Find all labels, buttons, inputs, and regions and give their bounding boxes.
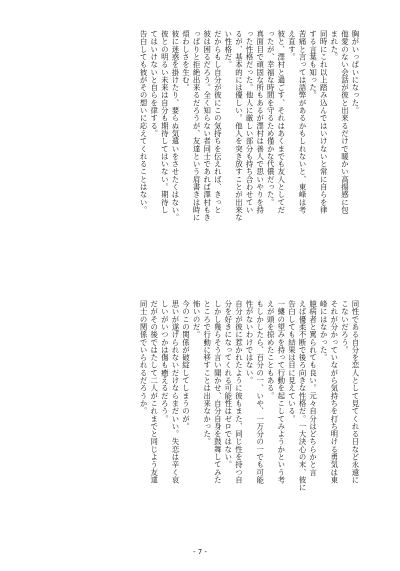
text-column: だからもし自分が彼にこの気持ちを伝えれば、きっと xyxy=(213,30,223,214)
text-column: 同士の関係でいられるだろうか。 xyxy=(139,300,149,415)
text-column: だがその後ではたして二人がこれまでと同じよう友達 xyxy=(149,300,159,484)
text-column: えが頭を掠めたこともある。 xyxy=(266,300,276,400)
text-column: 分を好きになってくれる可能性はゼロではない。 xyxy=(223,300,233,469)
text-column: 思いが遂げられないだけならまだいい。失恋は辛く哀 xyxy=(170,300,180,484)
text-column: する言葉も知った。 xyxy=(308,30,318,99)
text-column: 臆病者と罵られても良い。元々自分はどちらかと言 xyxy=(308,300,318,476)
text-column: 他愛のない会話が彼と出来るだけで暖かい高揚感に包 xyxy=(340,30,350,214)
text-column: しかし幾らそう言い聞かせ、自分自身を鼓舞してみた xyxy=(213,300,223,484)
text-column: もしかしたら、百分の一、いや、一万分の一でも可能 xyxy=(255,300,265,484)
text-column: しいがいつかは傷も癒えるだろう。 xyxy=(160,300,170,423)
text-column: まれた。 xyxy=(329,30,339,61)
upper-text-block xyxy=(24,30,360,290)
text-column: 彼は困るだろう。全く知らない者同士であれば澤村もき xyxy=(202,30,212,222)
text-column: それが分かっていながら気持ちを打ち明ける勇気は東 xyxy=(329,300,339,484)
text-column: 峰にはなかった。 xyxy=(319,300,329,362)
lower-text-block xyxy=(24,300,360,530)
text-column: てはいけないと自らを律する。 xyxy=(149,30,159,138)
text-column: 性がないわけではない。 xyxy=(245,300,255,385)
text-column: 今のこの関係が破綻してしまうのが。 xyxy=(181,300,191,431)
text-column: ところで行動に移すことは出来なかった。 xyxy=(202,300,212,446)
text-column: 胸がいっぱいになった。 xyxy=(351,30,360,115)
text-column: 告白しても結果は目に見えている。 xyxy=(287,300,297,423)
text-column: 一縷の望みを持って行動を起こしてみようかという考 xyxy=(276,300,286,484)
text-column: 彼と、澤村と過ごす、それはあくまでも友人としてだ xyxy=(276,30,286,214)
text-column: 自分が彼に惹かれたように彼もまた、同じ性を持つ自 xyxy=(234,300,244,484)
text-column: えば優柔不断で後ろ向きな性格だ。一大決心の末、彼に xyxy=(298,300,308,492)
text-column: っぱりと拒絶出来るだろうが、友達という肩書きは時に xyxy=(192,30,202,222)
text-column: ったが、幸福な時間を守るため僅かな代償だった。 xyxy=(266,30,276,206)
page-number: - 7 - xyxy=(193,548,207,556)
text-column: こないだろう。 xyxy=(340,300,350,354)
text-column: 苦痛と言っては語弊があるかもしれないと、東峰は考 xyxy=(298,30,308,214)
text-column: るが、基本的には優しい。他人を突き放すことが出来な xyxy=(234,30,244,222)
text-column: え直す。 xyxy=(287,30,297,61)
text-column: 煩わしさを生む。 xyxy=(181,30,191,92)
text-column: 同性である自分を恋人として見てくれる日など永遠に xyxy=(351,300,360,484)
text-column: 怖いのだ。 xyxy=(192,300,202,339)
text-column: 彼に迷惑を掛けたり、要らぬ気遣いをさせたくはない。 xyxy=(170,30,180,222)
text-column: った性格だった。他人に厳しい部分も持ち合わせてい xyxy=(245,30,255,214)
text-column: 同時にこれ以上踏み込んではいけないと常に自らを律 xyxy=(319,30,329,214)
text-column: 彼との明るい未来は自分も期待してはいない。期待し xyxy=(160,30,170,214)
text-column: い性格だ。 xyxy=(223,30,233,69)
text-column: 真面目で頑固な所もあるが澤村は善人で思いやりを持 xyxy=(255,30,265,214)
text-column: 告白しても彼がその想いに応えてくれることはない。 xyxy=(139,30,149,214)
